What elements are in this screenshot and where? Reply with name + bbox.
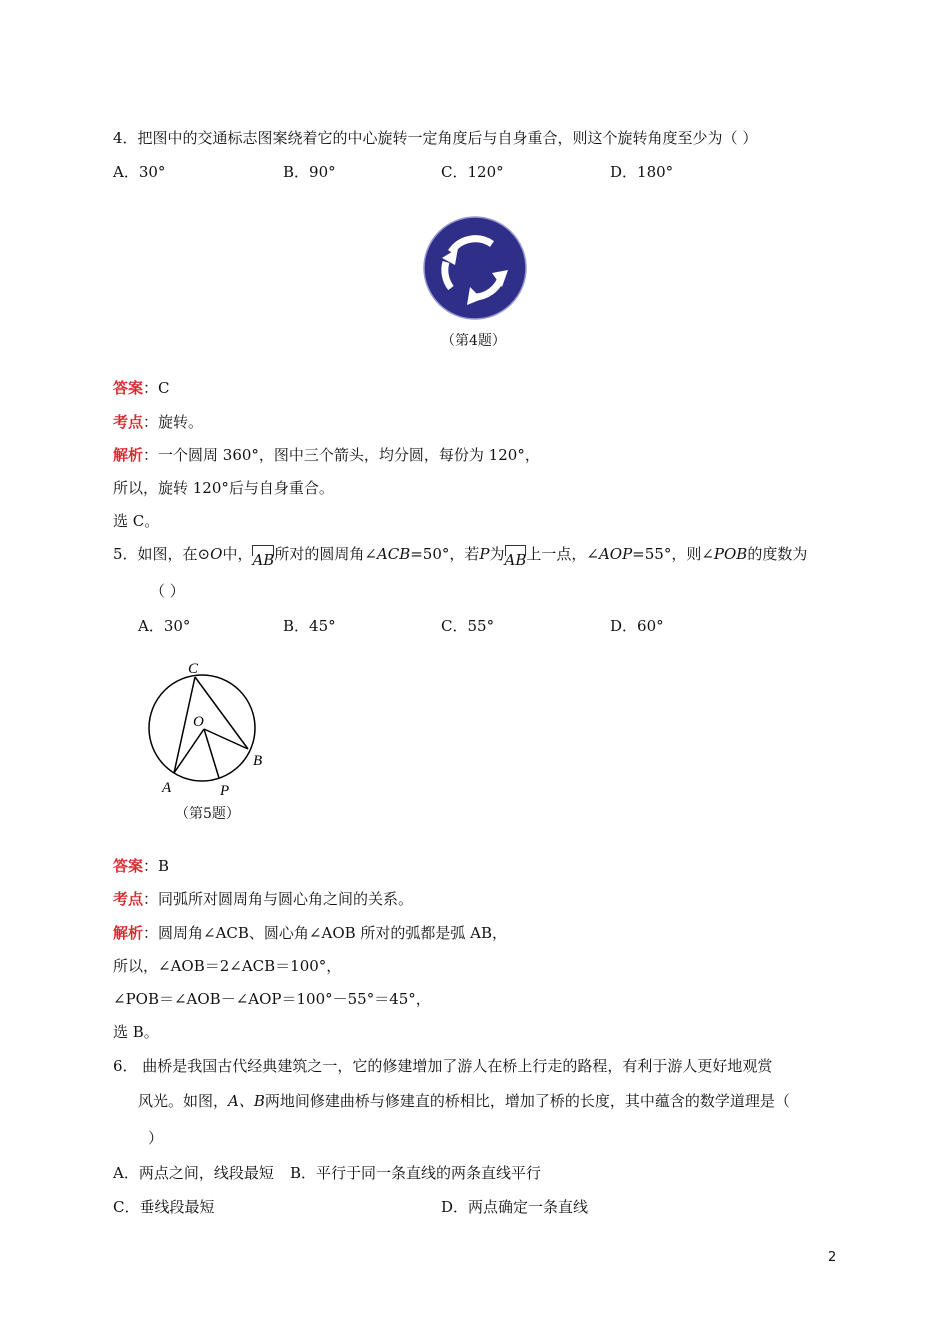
q4-option-a: A．30° — [113, 163, 166, 181]
q4-choose: 选 C。 — [113, 512, 160, 530]
label-c: C — [188, 661, 199, 677]
q6-line2-part: 两地间修建曲桥与修建直的桥相比，增加了桥的长度，其中蕴含的数学道理是（ — [264, 1092, 790, 1110]
q5-stem-paren: （ ） — [150, 582, 185, 600]
traffic-sign-roundabout-icon — [422, 215, 528, 321]
q4-analysis-line2: 所以，旋转 120°后与自身重合。 — [113, 479, 334, 497]
q4-figure-caption: （第4题） — [441, 333, 506, 349]
q5-option-c: C．55° — [441, 617, 495, 635]
q4-option-b: B．90° — [283, 163, 336, 181]
q5-stem-arc-ab: AB — [252, 551, 275, 569]
q6-line2-part: 风光。如图， — [138, 1092, 229, 1110]
q5-stem-part: 上一点，∠ — [526, 545, 599, 563]
q6-line3: ） — [148, 1129, 164, 1147]
label-o: O — [193, 714, 204, 730]
q4-option-c: C．120° — [441, 163, 504, 181]
q4-point — [113, 411, 203, 432]
q4-answer — [113, 377, 170, 398]
q5-analysis-line1: ：圆周角∠ACB、圆心角∠AOB 所对的弧都是弧 AB， — [143, 924, 508, 942]
q5-analysis — [113, 922, 507, 943]
q5-stem-angle-pob: POB — [713, 545, 748, 563]
q5-option-d: D．60° — [610, 617, 664, 635]
q4-answer-label: 答案 — [113, 379, 144, 397]
q5-circle-figure — [140, 655, 280, 800]
q4-analysis — [113, 444, 540, 465]
q5-option-a: A．30° — [138, 617, 191, 635]
q4-stem: 4．把图中的交通标志图案绕着它的中心旋转一定角度后与自身重合，则这个旋转角度至少为（ ） — [113, 129, 758, 147]
q5-stem-arc-ab: AB — [504, 551, 527, 569]
q5-option-b: B．45° — [283, 617, 336, 635]
q5-point-value: ：同弧所对圆周角与圆心角之间的关系。 — [143, 890, 414, 908]
q5-answer — [113, 855, 169, 876]
q5-stem-part: 中， — [222, 545, 253, 563]
q4-answer-value: ：C — [143, 379, 170, 397]
q5-stem — [113, 543, 808, 569]
label-a: A — [162, 780, 172, 796]
q5-stem-part: 所对的圆周角∠ — [274, 545, 377, 563]
q4-point-label: 考点 — [113, 413, 144, 431]
q5-choose: 选 B。 — [113, 1023, 159, 1041]
q6-option-a: A．两点之间，线段最短 — [113, 1164, 274, 1182]
q5-analysis-line2: 所以，∠AOB＝2∠ACB＝100°， — [113, 957, 342, 975]
q5-analysis-line3: ∠POB＝∠AOB－∠AOP＝100°－55°＝45°， — [113, 990, 431, 1008]
q5-stem-angle-aop: AOP — [598, 545, 633, 563]
q5-answer-value: ：B — [143, 857, 170, 875]
q4-analysis-line1: ：一个圆周 360°，图中三个箭头，均分圆，每份为 120°， — [143, 446, 540, 464]
q4-analysis-label: 解析 — [113, 446, 144, 464]
q6-option-b: B．平行于同一条直线的两条直线平行 — [290, 1164, 542, 1182]
q5-stem-part: 为 — [489, 545, 505, 563]
q6-line2 — [138, 1090, 790, 1111]
label-p: P — [220, 783, 230, 799]
q5-stem-point-p: P — [479, 545, 490, 563]
q6-option-d: D．两点确定一条直线 — [441, 1198, 589, 1216]
q6-line1: 6． 曲桥是我国古代经典建筑之一，它的修建增加了游人在桥上行走的路程，有利于游人更好地观赏 — [113, 1057, 773, 1075]
q6-option-c: C．垂线段最短 — [113, 1198, 215, 1216]
q5-stem-part: 5．如图，在⊙ — [113, 545, 211, 563]
q5-answer-label: 答案 — [113, 857, 144, 875]
page-number: 2 — [828, 1250, 837, 1265]
q6-line2-points-ab: A、B — [228, 1092, 265, 1110]
q5-point — [113, 888, 413, 909]
label-b: B — [253, 753, 263, 769]
q5-analysis-label: 解析 — [113, 924, 144, 942]
q5-stem-angle-acb: ACB — [376, 545, 411, 563]
q5-figure-caption: （第5题） — [175, 806, 240, 822]
q5-point-label: 考点 — [113, 890, 144, 908]
q5-stem-part: =55°，则∠ — [632, 545, 714, 563]
q5-stem-circle-o: O — [210, 545, 223, 563]
q5-stem-part: =50°，若 — [410, 545, 480, 563]
q5-stem-part: 的度数为 — [747, 545, 808, 563]
q4-point-value: ：旋转。 — [143, 413, 204, 431]
q4-option-d: D．180° — [610, 163, 674, 181]
